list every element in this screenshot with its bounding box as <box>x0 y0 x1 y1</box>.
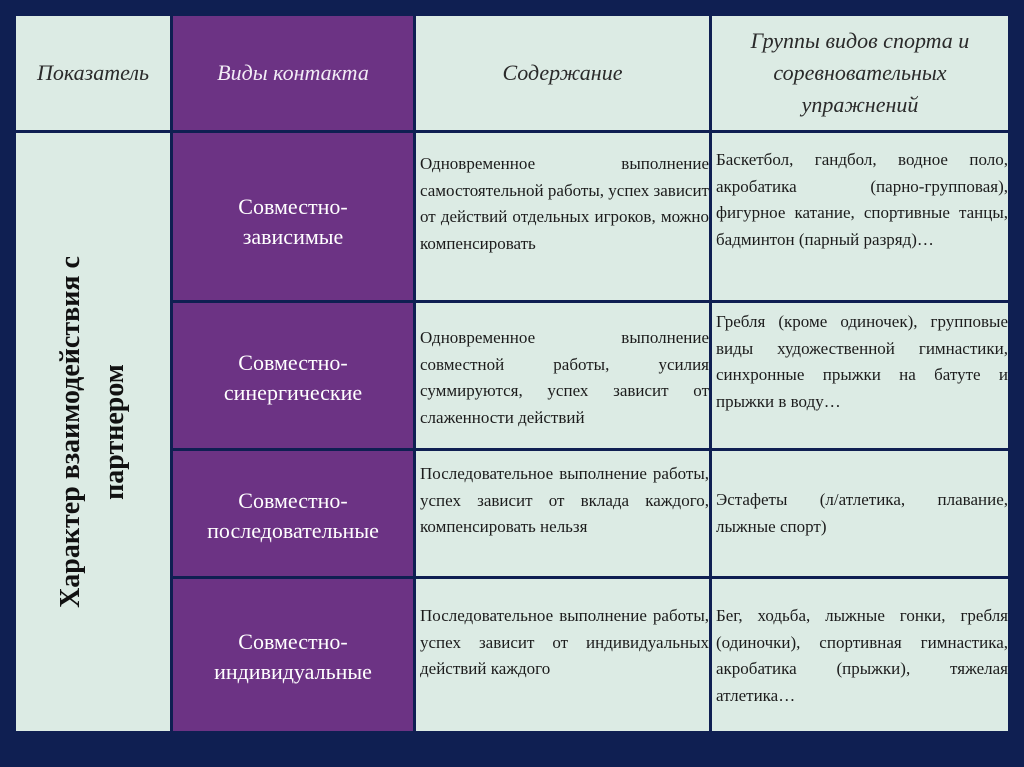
header-sport-groups: Группы видов спорта и соревновательных упражнений <box>712 16 1008 130</box>
header-indicator: Показатель <box>16 16 170 130</box>
row-label <box>49 256 137 608</box>
row-label-line-1: Характер взаимодействия с <box>55 256 87 608</box>
sports-4: Бег, ходьба, лыжные гонки, гребля (одиночки), спортивная гимнастика, акробатика (прыжки), тяжелая атлетика… <box>712 579 1008 731</box>
row-label-cell <box>16 133 170 731</box>
content-4: Последовательное выполнение работы, успех зависит от индивидуальных действий каждого <box>416 579 709 731</box>
contact-type-1: Совместно-зависимые <box>173 133 413 300</box>
sports-3: Эстафеты (л/атлетика, плавание, лыжные спорт) <box>712 451 1008 576</box>
sports-1: Баскетбол, гандбол, водное поло, акробатика (парно-групповая), фигурное катание, спортивные танцы, бадминтон (парный разряд)… <box>712 133 1008 300</box>
content-1: Одновременное выполнение самостоятельной работы, успех зависит от действий отдельных игроков, можно компенсировать <box>416 133 709 300</box>
content-3: Последовательное выполнение работы, успех зависит от вклада каждого, компенсировать нельзя <box>416 451 709 576</box>
header-content: Содержание <box>416 16 709 130</box>
content-2: Одновременное выполнение совместной работы, усилия суммируются, успех зависит от слаженности действий <box>416 303 709 448</box>
contact-type-2: Совместно-синергические <box>173 303 413 448</box>
contact-type-4: Совместно-индивидуальные <box>173 579 413 731</box>
sports-2: Гребля (кроме одиночек), групповые виды художественной гимнастики, синхронные прыжки на батуте и прыжки в воду… <box>712 303 1008 448</box>
contact-type-3: Совместно-последовательные <box>173 451 413 576</box>
row-label-line-2: партнером <box>99 364 131 500</box>
header-contact-types: Виды контакта <box>173 16 413 130</box>
